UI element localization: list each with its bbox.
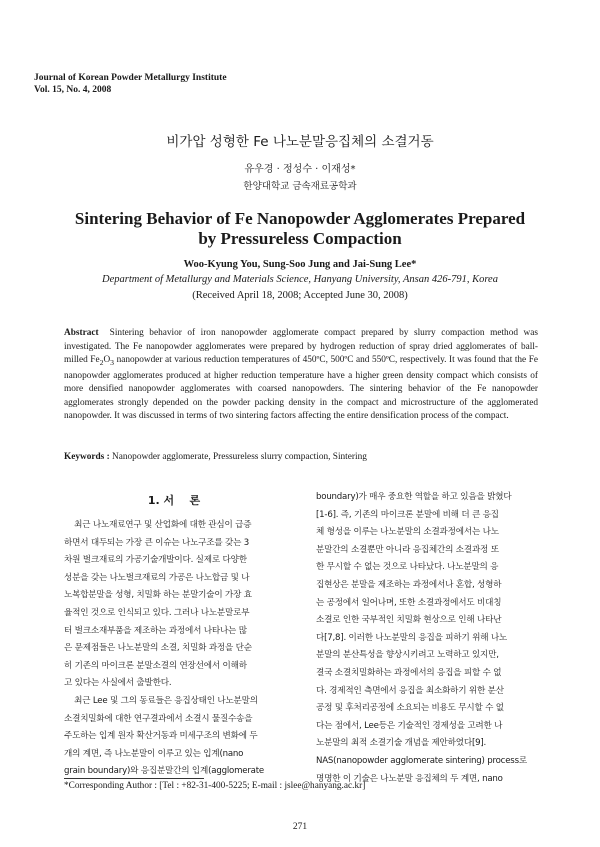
footnote-rule bbox=[64, 778, 204, 779]
received-dates: (Received April 18, 2008; Accepted June 30, 2008) bbox=[192, 290, 408, 301]
body-line: 분말간의 소결뿐만 아니라 응집체간의 소결과정 또 bbox=[316, 544, 499, 555]
abstract-subscript-3: 3 bbox=[110, 358, 115, 368]
english-title-line1: Sintering Behavior of Fe Nanopowder Agglomerates Prepared bbox=[74, 209, 526, 228]
body-line: 고 있다는 사실에서 출발한다. bbox=[64, 678, 172, 689]
body-line: 차원 벌크재료의 가공기술개발이다. 실제로 다양한 bbox=[64, 555, 247, 566]
body-line: 다는 점에서, Lee등은 기술적인 경제성을 고려한 나 bbox=[316, 720, 503, 731]
body-line: grain boundary)와 응집분말간의 입계(agglomerate bbox=[64, 766, 264, 777]
left-column bbox=[64, 517, 284, 781]
body-line: boundary)가 매우 중요한 역할을 하고 있음을 밝혔다 bbox=[316, 492, 512, 502]
body-line: NAS(nanopowder agglomerate sintering) process로 bbox=[316, 755, 527, 766]
section-heading: 1. 서 론 bbox=[147, 494, 201, 507]
body-line: 집현상은 분말을 제조하는 과정에서나 혼합, 성형하 bbox=[316, 579, 502, 590]
body-line: 는 공정에서 일어나며, 또한 소결과정에서도 비대칭 bbox=[316, 597, 502, 608]
korean-affiliation: 한양대학교 금속재료공학과 bbox=[243, 181, 357, 192]
journal-header bbox=[34, 72, 227, 96]
korean-title: 비가압 성형한 Fe 나노분말응집체의 소결거동 bbox=[166, 134, 434, 150]
body-line: [1-6]. 즉, 기존의 마이크론 분말에 비해 더 큰 응집 bbox=[316, 509, 499, 520]
keywords bbox=[64, 452, 538, 462]
corresponding-author-footnote: *Corresponding Author : [Tel : +82-31-400-5225; E-mail : jslee@hanyang.ac.kr] bbox=[64, 781, 366, 791]
body-line: 최근 Lee 및 그의 동료들은 응집상태인 나노분말의 bbox=[64, 695, 258, 706]
body-line: 터 벌크소재부품을 제조하는 과정에서 나타나는 많 bbox=[64, 625, 247, 636]
body-line: 분말의 분산특성을 향상시키려고 노력하고 있지만, bbox=[316, 650, 499, 661]
body-line: 다[7,8]. 이러한 나노분말의 응집을 피하기 위해 나노 bbox=[316, 632, 508, 643]
body-line: 주도하는 입계 원자 확산거동과 미세구조의 변화에 두 bbox=[64, 731, 258, 742]
body-line: 공정 및 후처리공정에 소요되는 비용도 무시할 수 없 bbox=[316, 703, 504, 714]
body-line: 명명한 이 기술은 나노분말 응집체의 두 계면, nano bbox=[316, 773, 503, 784]
keywords-text: Nanopowder agglomerate, Pressureless slurry compaction, Sintering bbox=[109, 452, 367, 462]
abstract-label: Abstract bbox=[64, 328, 99, 338]
body-line: 노복합분말을 성형, 치밀화 하는 분말기술이 가장 효 bbox=[64, 590, 252, 601]
body-line: 성분을 갖는 나노벌크재료의 가공은 나노합금 및 나 bbox=[64, 572, 250, 583]
body-line: 개의 계면, 즉 나노분말이 이루고 있는 입계(nano bbox=[64, 748, 244, 759]
abstract-text-3: nanopowder at various reduction temperatures of 450ºC, 500ºC and 550ºC, respectively. It was found that the Fe nanopowder agglomerates produced at higher reduction temperature have a higher green density compact which consists of more densified nanopowder agglomerates with coarsed nanopowders. The sintering behavior of the Fe nanopowder agglomerates strongly depended on the powder packing density in the compact and microstructure of the agglomerated nanopowder. It was discussed in terms of two sintering factors affecting the entire densification process of the compact. bbox=[64, 355, 538, 422]
body-line: 체 형성을 이루는 나노분말의 소결과정에서는 나노 bbox=[316, 527, 499, 538]
english-title-line2: by Pressureless Compaction bbox=[198, 229, 402, 248]
body-line: 하면서 대두되는 가장 큰 이슈는 나노구조를 갖는 3 bbox=[64, 537, 250, 548]
abstract-subscript-2: 2 bbox=[99, 358, 104, 368]
body-line: 한 무시할 수 없는 것으로 나타났다. 나노분말의 응 bbox=[316, 562, 499, 573]
right-column bbox=[316, 489, 538, 788]
body-line: 최근 나노재료연구 및 산업화에 대한 관심이 급증 bbox=[64, 520, 252, 530]
abstract-text-1: Sintering behavior of iron nanopowder agglomerate compact prepared by slurry compaction method was investigated. The Fe nanopowder agglomerates were prepared by hydrogen reduction of spray dried agglomerates of ball-milled Fe bbox=[64, 328, 538, 366]
journal-name: Journal of Korean Powder Metallurgy Institute bbox=[34, 73, 227, 83]
abstract-text-2: O bbox=[103, 355, 111, 366]
journal-volume: Vol. 15, No. 4, 2008 bbox=[34, 85, 112, 95]
abstract bbox=[64, 327, 538, 424]
body-line: 히 기존의 마이크론 분말소결의 연장선에서 이해하 bbox=[64, 660, 247, 671]
korean-authors: 유우경 · 정성수 · 이재성* bbox=[244, 164, 356, 175]
english-authors: Woo-Kyung You, Sung-Soo Jung and Jai-Sung Lee* bbox=[183, 259, 417, 270]
page-number: 271 bbox=[292, 822, 308, 832]
keywords-label: Keywords : bbox=[64, 452, 110, 462]
body-line: 노분말의 최적 소결기술 개념을 제안하였다[9]. bbox=[316, 738, 487, 749]
body-line: 은 문제점들은 나노분말의 소결, 치밀화 과정을 단순 bbox=[64, 643, 252, 654]
english-title bbox=[40, 209, 560, 249]
body-line: 율적인 것으로 인식되고 있다. 그러나 나노분말로부 bbox=[64, 607, 250, 618]
body-line: 소결로 인한 국부적인 치밀화 현상으로 인해 나타난 bbox=[316, 615, 502, 626]
body-line: 소결치밀화에 대한 연구결과에서 소결시 물질수송을 bbox=[64, 713, 253, 724]
body-line: 결국 소결치밀화하는 과정에서의 응집을 피할 수 없 bbox=[316, 667, 502, 678]
english-affiliation: Department of Metallurgy and Materials Science, Hanyang University, Ansan 426-791, Korea bbox=[102, 274, 498, 285]
body-line: 다. 경제적인 측면에서 응집을 최소화하기 위한 분산 bbox=[316, 685, 504, 696]
